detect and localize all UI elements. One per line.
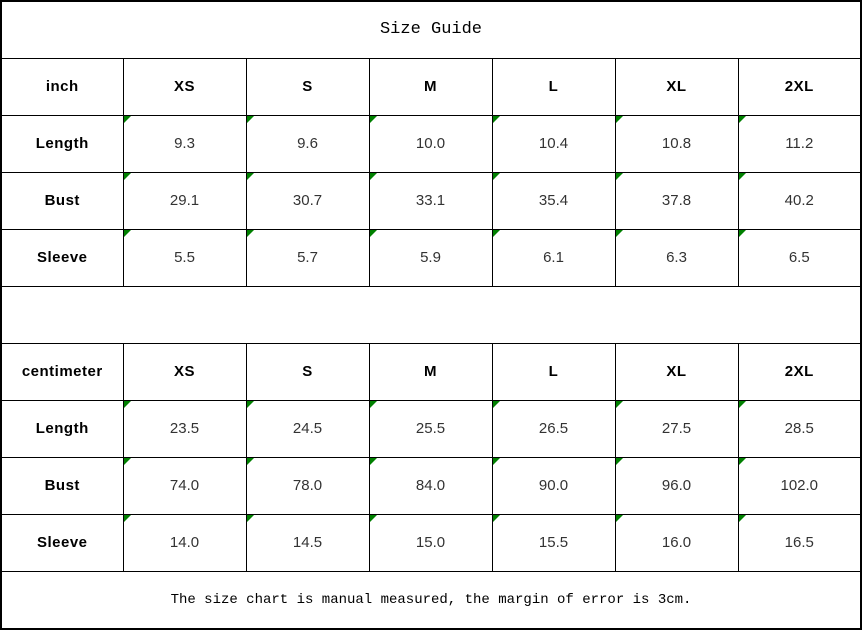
size-col-header: M xyxy=(369,343,492,400)
table-row xyxy=(1,400,861,457)
measurement-value: 28.5 xyxy=(784,420,814,437)
measurement-value: 30.7 xyxy=(292,192,323,209)
cell-flag-triangle-icon xyxy=(124,116,131,123)
cell-flag-triangle-icon xyxy=(247,458,254,465)
cell-flag-triangle-icon xyxy=(370,116,377,123)
measurement-cell xyxy=(246,514,369,571)
cell-flag-triangle-icon xyxy=(247,173,254,180)
cell-flag-triangle-icon xyxy=(739,458,746,465)
table-row xyxy=(1,172,861,229)
cell-flag-triangle-icon xyxy=(247,230,254,237)
cell-flag-triangle-icon xyxy=(124,173,131,180)
table-row xyxy=(1,514,861,571)
cell-flag-triangle-icon xyxy=(124,401,131,408)
size-col-header: 2XL xyxy=(738,343,861,400)
measurement-value: 14.5 xyxy=(292,534,323,551)
cell-flag-triangle-icon xyxy=(370,401,377,408)
cell-flag-triangle-icon xyxy=(616,173,623,180)
cell-flag-triangle-icon xyxy=(370,458,377,465)
measurement-value: 26.5 xyxy=(538,420,569,437)
measurement-cell xyxy=(369,457,492,514)
measurement-cell xyxy=(369,229,492,286)
measurement-value: 74.0 xyxy=(169,477,200,494)
cell-flag-triangle-icon xyxy=(370,173,377,180)
title-row xyxy=(1,1,861,58)
size-col-header: XS xyxy=(123,58,246,115)
measurement-cell xyxy=(369,172,492,229)
measurement-cell xyxy=(369,115,492,172)
row-label-length: Length xyxy=(1,400,123,457)
measurement-value: 102.0 xyxy=(780,477,819,494)
measurement-cell xyxy=(369,514,492,571)
measurement-cell xyxy=(738,457,861,514)
unit-header-inch: inch xyxy=(1,58,123,115)
cell-flag-triangle-icon xyxy=(616,458,623,465)
measurement-cell xyxy=(123,400,246,457)
measurement-value: 5.9 xyxy=(420,249,441,266)
cell-flag-triangle-icon xyxy=(739,230,746,237)
measurement-value: 6.5 xyxy=(788,249,810,266)
measurement-cell xyxy=(738,172,861,229)
cell-flag-triangle-icon xyxy=(124,458,131,465)
measurement-value: 10.8 xyxy=(661,135,692,152)
cell-flag-triangle-icon xyxy=(739,173,746,180)
table-row xyxy=(1,58,861,115)
measurement-value: 16.5 xyxy=(784,534,814,551)
row-label-sleeve: Sleeve xyxy=(1,229,123,286)
measurement-value: 33.1 xyxy=(415,192,446,209)
row-label-bust: Bust xyxy=(1,172,123,229)
measurement-cell xyxy=(615,229,738,286)
cell-flag-triangle-icon xyxy=(493,230,500,237)
measurement-value: 96.0 xyxy=(661,477,692,494)
size-col-header: XL xyxy=(615,343,738,400)
cell-flag-triangle-icon xyxy=(616,116,623,123)
cell-flag-triangle-icon xyxy=(493,458,500,465)
size-col-header: S xyxy=(246,343,369,400)
measurement-cell xyxy=(492,229,615,286)
measurement-value: 5.7 xyxy=(297,249,318,266)
cell-flag-triangle-icon xyxy=(247,401,254,408)
measurement-cell xyxy=(492,115,615,172)
measurement-value: 15.0 xyxy=(415,534,446,551)
cell-flag-triangle-icon xyxy=(616,515,623,522)
size-col-header: S xyxy=(246,58,369,115)
footer-row xyxy=(1,571,861,629)
size-col-header: 2XL xyxy=(738,58,861,115)
cell-flag-triangle-icon xyxy=(370,515,377,522)
row-label-length: Length xyxy=(1,115,123,172)
measurement-value: 9.3 xyxy=(174,135,195,152)
measurement-value: 16.0 xyxy=(661,534,692,551)
measurement-value: 15.5 xyxy=(538,534,569,551)
measurement-cell xyxy=(615,115,738,172)
measurement-cell xyxy=(492,457,615,514)
measurement-cell xyxy=(738,115,861,172)
measurement-cell xyxy=(615,400,738,457)
cell-flag-triangle-icon xyxy=(616,230,623,237)
measurement-cell xyxy=(246,400,369,457)
measurement-cell xyxy=(123,115,246,172)
cell-flag-triangle-icon xyxy=(739,401,746,408)
row-label-bust: Bust xyxy=(1,457,123,514)
measurement-value: 29.1 xyxy=(169,192,200,209)
measurement-cell xyxy=(246,457,369,514)
measurement-cell xyxy=(369,400,492,457)
measurement-cell xyxy=(246,172,369,229)
measurement-cell xyxy=(738,400,861,457)
cell-flag-triangle-icon xyxy=(247,515,254,522)
table-row xyxy=(1,457,861,514)
measurement-cell xyxy=(492,400,615,457)
size-col-header: M xyxy=(369,58,492,115)
measurement-cell xyxy=(615,457,738,514)
size-col-header: L xyxy=(492,343,615,400)
measurement-cell xyxy=(615,514,738,571)
cell-flag-triangle-icon xyxy=(616,401,623,408)
footer-note: The size chart is manual measured, the margin of error is 3cm. xyxy=(1,571,861,629)
measurement-value: 10.0 xyxy=(415,135,446,152)
cell-flag-triangle-icon xyxy=(493,401,500,408)
size-col-header: XS xyxy=(123,343,246,400)
measurement-value: 10.4 xyxy=(538,135,569,152)
unit-header-centimeter: centimeter xyxy=(1,343,123,400)
measurement-value: 6.1 xyxy=(543,249,564,266)
measurement-cell xyxy=(246,115,369,172)
measurement-value: 37.8 xyxy=(661,192,692,209)
measurement-value: 9.6 xyxy=(297,135,318,152)
measurement-cell xyxy=(492,172,615,229)
cell-flag-triangle-icon xyxy=(124,515,131,522)
cell-flag-triangle-icon xyxy=(493,116,500,123)
table-row xyxy=(1,115,861,172)
measurement-value: 5.5 xyxy=(174,249,195,266)
row-label-sleeve: Sleeve xyxy=(1,514,123,571)
measurement-value: 23.5 xyxy=(169,420,200,437)
measurement-cell xyxy=(123,172,246,229)
measurement-value: 25.5 xyxy=(415,420,446,437)
measurement-value: 14.0 xyxy=(169,534,200,551)
measurement-cell xyxy=(123,514,246,571)
cell-flag-triangle-icon xyxy=(739,515,746,522)
cell-flag-triangle-icon xyxy=(124,230,131,237)
measurement-value: 6.3 xyxy=(666,249,687,266)
cell-flag-triangle-icon xyxy=(493,173,500,180)
measurement-cell xyxy=(615,172,738,229)
measurement-cell xyxy=(492,514,615,571)
spacer-cell xyxy=(1,286,861,343)
table-row xyxy=(1,343,861,400)
measurement-value: 35.4 xyxy=(538,192,569,209)
page-title: Size Guide xyxy=(1,1,861,58)
cell-flag-triangle-icon xyxy=(493,515,500,522)
measurement-value: 78.0 xyxy=(292,477,323,494)
table-row xyxy=(1,229,861,286)
spacer-row xyxy=(1,286,861,343)
measurement-value: 90.0 xyxy=(538,477,569,494)
cell-flag-triangle-icon xyxy=(247,116,254,123)
measurement-cell xyxy=(123,457,246,514)
measurement-value: 27.5 xyxy=(661,420,692,437)
size-col-header: XL xyxy=(615,58,738,115)
measurement-cell xyxy=(246,229,369,286)
cell-flag-triangle-icon xyxy=(370,230,377,237)
measurement-cell xyxy=(738,229,861,286)
measurement-value: 84.0 xyxy=(415,477,446,494)
measurement-value: 40.2 xyxy=(784,192,814,209)
measurement-value: 24.5 xyxy=(292,420,323,437)
size-col-header: L xyxy=(492,58,615,115)
measurement-cell xyxy=(123,229,246,286)
cell-flag-triangle-icon xyxy=(739,116,746,123)
measurement-cell xyxy=(738,514,861,571)
measurement-value: 11.2 xyxy=(785,135,814,152)
